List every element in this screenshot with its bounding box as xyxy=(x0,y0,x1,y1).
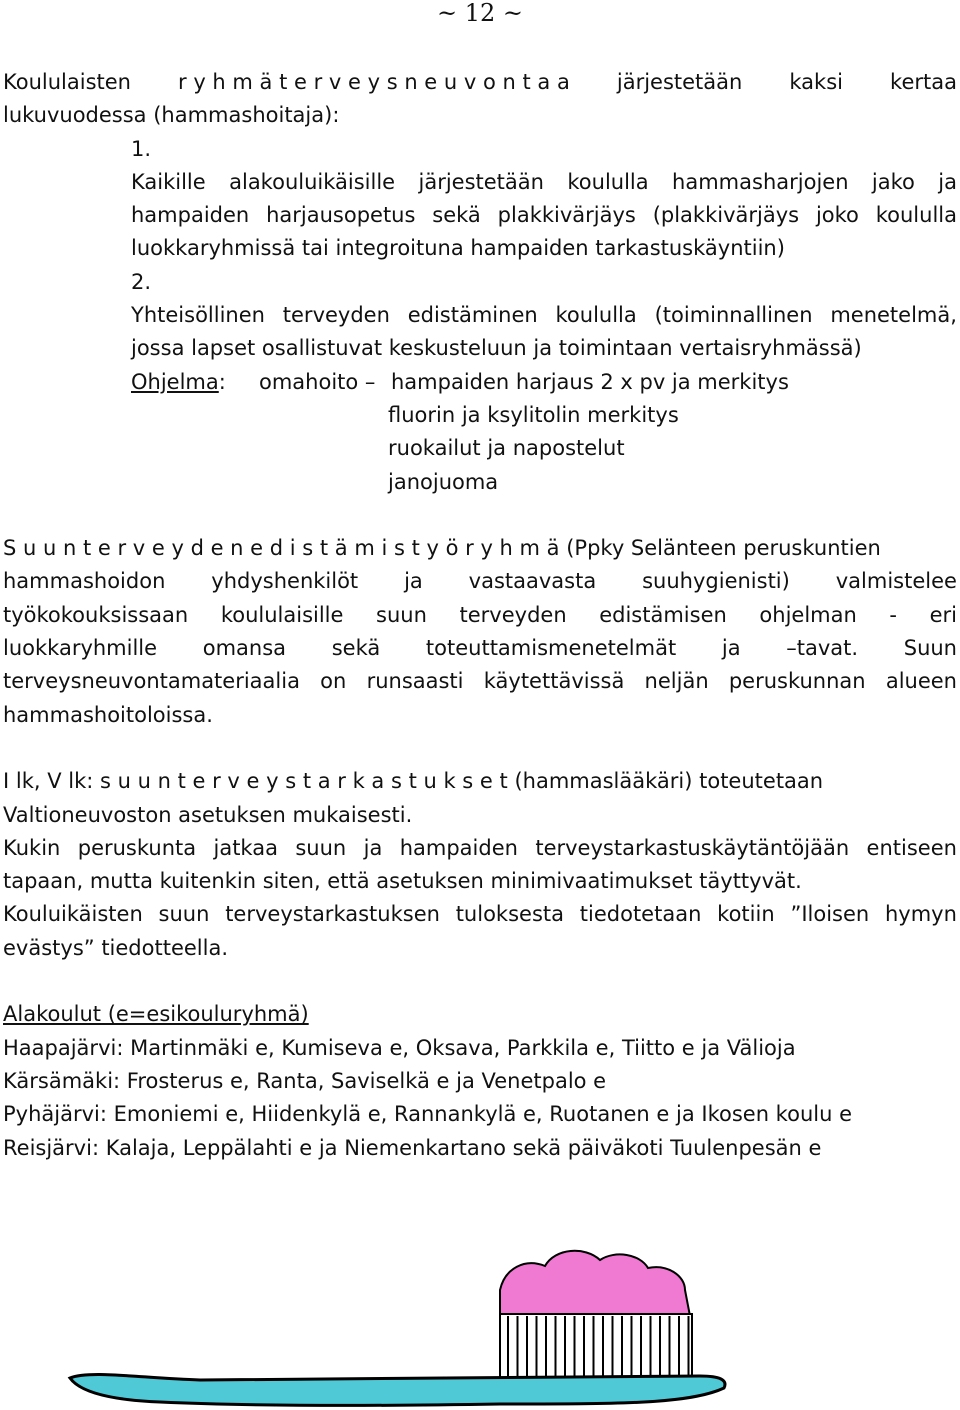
text-word: (toiminnallinen xyxy=(654,303,813,328)
schools-heading: Alakoulut (e=esikouluryhmä) xyxy=(3,1002,309,1027)
text-word: tiedotetaan xyxy=(579,902,702,927)
program-item: janojuoma xyxy=(388,469,499,494)
list-item1-line2 xyxy=(3,199,957,232)
text-word: Koululaisten xyxy=(3,70,131,94)
text-word: käytettävissä xyxy=(483,669,625,694)
text-word: terveyden xyxy=(282,303,390,328)
text-word: neljän xyxy=(644,669,709,694)
text-word: Kaikille xyxy=(131,169,206,194)
text-word: - xyxy=(889,602,897,627)
para2-line5 xyxy=(3,665,957,698)
text-word: tuloksesta xyxy=(455,902,564,927)
school-line: Kärsämäki: Frosterus e, Ranta, Saviselkä e ja Venetpalo e xyxy=(3,1068,607,1093)
text-word: hampaiden xyxy=(399,835,518,860)
text-word: jako xyxy=(871,169,915,194)
text-word: hammasharjojen xyxy=(672,169,849,194)
text-word: Kouluikäisten xyxy=(3,902,143,927)
list-item-number: 2. xyxy=(131,269,152,294)
text-word: joko xyxy=(815,203,859,228)
text-word: toteuttamismenetelmät xyxy=(425,636,677,661)
para1-line2: lukuvuodessa (hammashoitaja): xyxy=(3,103,340,128)
toothpaste-blob xyxy=(500,1251,690,1316)
para2-line4 xyxy=(3,632,957,665)
toothbrush-handle xyxy=(70,1375,725,1406)
para3-line5 xyxy=(3,898,957,931)
para3-line4: tapaan, mutta kuitenkin siten, että asetuksen minimivaatimukset täyttyvät. xyxy=(3,869,802,894)
text-word: hymyn xyxy=(884,902,957,927)
text-word: omansa xyxy=(202,636,287,661)
text-word: Kukin xyxy=(3,835,61,860)
text-word: menetelmä, xyxy=(830,303,957,328)
text-word: ohjelman xyxy=(759,602,857,627)
text-span: (Ppky Selänteen peruskuntien xyxy=(566,536,881,561)
text-word: koululla xyxy=(567,169,649,194)
text-word: entiseen xyxy=(866,835,957,860)
text-word: ”Iloisen xyxy=(790,902,870,927)
para3-line6: evästys” tiedotteella. xyxy=(3,935,229,960)
text-word: alakouluikäisille xyxy=(229,169,396,194)
text-word: koululaisille xyxy=(220,602,344,627)
school-line: Pyhäjärvi: Emoniemi e, Hiidenkylä e, Rannankylä e, Ruotanen e ja Ikosen koulu e xyxy=(3,1102,852,1127)
text-word: –tavat. xyxy=(786,636,859,661)
text-word: suun xyxy=(158,902,210,927)
spacer xyxy=(3,499,957,532)
text-word: edistämisen xyxy=(599,602,727,627)
text-word: järjestetään xyxy=(616,70,743,94)
text-word: valmistelee xyxy=(835,569,957,594)
text-word: on xyxy=(320,669,347,694)
text-word: peruskunnan xyxy=(728,669,866,694)
program-colon: : xyxy=(218,369,226,394)
text-word: Yhteisöllinen xyxy=(131,303,265,328)
text-word: edistäminen xyxy=(407,303,538,328)
text-word: kaksi xyxy=(789,70,843,94)
text-span: I lk, V lk: xyxy=(3,769,94,794)
school-line: Haapajärvi: Martinmäki e, Kumiseva e, Oksava, Parkkila e, Tiitto e ja Välioja xyxy=(3,1035,796,1060)
text-word: luokkaryhmille xyxy=(3,636,158,661)
text-word: terveysneuvontamateriaalia xyxy=(3,669,300,694)
spaced-term: S u u n t e r v e y d e n e d i s t ä m i s t y ö r y h m ä xyxy=(3,536,560,561)
para2-line3 xyxy=(3,599,957,632)
text-word: (plakkivärjäys xyxy=(652,203,800,228)
text-word: kertaa xyxy=(890,70,957,94)
text-word: plakkivärjäys xyxy=(497,203,636,228)
program-item: ruokailut ja napostelut xyxy=(388,436,625,461)
text-word: suuhygienisti) xyxy=(642,569,790,594)
text-word: sekä xyxy=(432,203,481,228)
text-word: terveystarkastuksen xyxy=(225,902,440,927)
document-body xyxy=(3,66,957,1165)
text-word: harjausopetus xyxy=(266,203,416,228)
para1-line1 xyxy=(3,66,957,99)
para2-line1 xyxy=(3,532,957,565)
text-word: jatkaa xyxy=(213,835,278,860)
text-word: runsaasti xyxy=(366,669,464,694)
program-row xyxy=(3,366,957,399)
text-word: vastaavasta xyxy=(468,569,597,594)
list-item-number: 1. xyxy=(131,136,152,161)
spaced-term: r y h m ä t e r v e y s n e u v o n t a a xyxy=(178,70,570,94)
program-item: hampaiden harjaus 2 x pv ja merkitys xyxy=(391,369,789,394)
page-number: ~ 12 ~ xyxy=(436,0,523,27)
para3-line1 xyxy=(3,765,957,798)
list-item1-line3: luokkaryhmissä tai integroituna hampaiden tarkastuskäyntiin) xyxy=(131,236,785,261)
text-word: ja xyxy=(363,835,383,860)
text-word: eri xyxy=(929,602,957,627)
text-word: koululla xyxy=(555,303,637,328)
text-span: (hammaslääkäri) toteutetaan xyxy=(514,769,824,794)
text-word: ja xyxy=(721,636,741,661)
toothbrush-illustration xyxy=(0,1228,960,1410)
para3-line3 xyxy=(3,832,957,865)
spacer xyxy=(3,965,957,998)
para2-line6: hammashoitoloissa. xyxy=(3,702,213,727)
text-word: järjestetään xyxy=(418,169,544,194)
text-word: koululla xyxy=(875,203,957,228)
text-word: työkokouksissaan xyxy=(3,602,189,627)
text-word: terveystarkastuskäytäntöjään xyxy=(535,835,850,860)
list-item1-line1 xyxy=(3,166,957,199)
text-word: hammashoidon xyxy=(3,569,166,594)
spaced-term: s u u n t e r v e y s t a r k a s t u k s e t xyxy=(100,769,508,794)
para3-line2: Valtioneuvoston asetuksen mukaisesti. xyxy=(3,802,413,827)
text-word: kotiin xyxy=(717,902,775,927)
text-word: suun xyxy=(295,835,347,860)
list-item2-line1 xyxy=(3,299,957,332)
text-word: hampaiden xyxy=(131,203,250,228)
program-label: Ohjelma xyxy=(131,369,219,394)
para2-line2 xyxy=(3,565,957,598)
text-word: ja xyxy=(404,569,423,594)
text-word: yhdyshenkilöt xyxy=(211,569,359,594)
program-item: fluorin ja ksylitolin merkitys xyxy=(388,402,679,427)
text-word: Suun xyxy=(903,636,957,661)
text-word: alueen xyxy=(885,669,957,694)
text-word: ja xyxy=(938,169,957,194)
text-word: peruskunta xyxy=(77,835,197,860)
bristles xyxy=(500,1314,692,1378)
list-item2-line2: jossa lapset osallistuvat keskusteluun ja toimintaan vertaisryhmässä) xyxy=(131,336,862,361)
text-word: terveyden xyxy=(459,602,567,627)
program-sub: omahoito – xyxy=(259,369,376,394)
school-line: Reisjärvi: Kalaja, Leppälahti e ja Niemenkartano sekä päiväkoti Tuulenpesän e xyxy=(3,1135,822,1160)
text-word: suun xyxy=(376,602,427,627)
text-word: sekä xyxy=(331,636,381,661)
spacer xyxy=(3,732,957,765)
